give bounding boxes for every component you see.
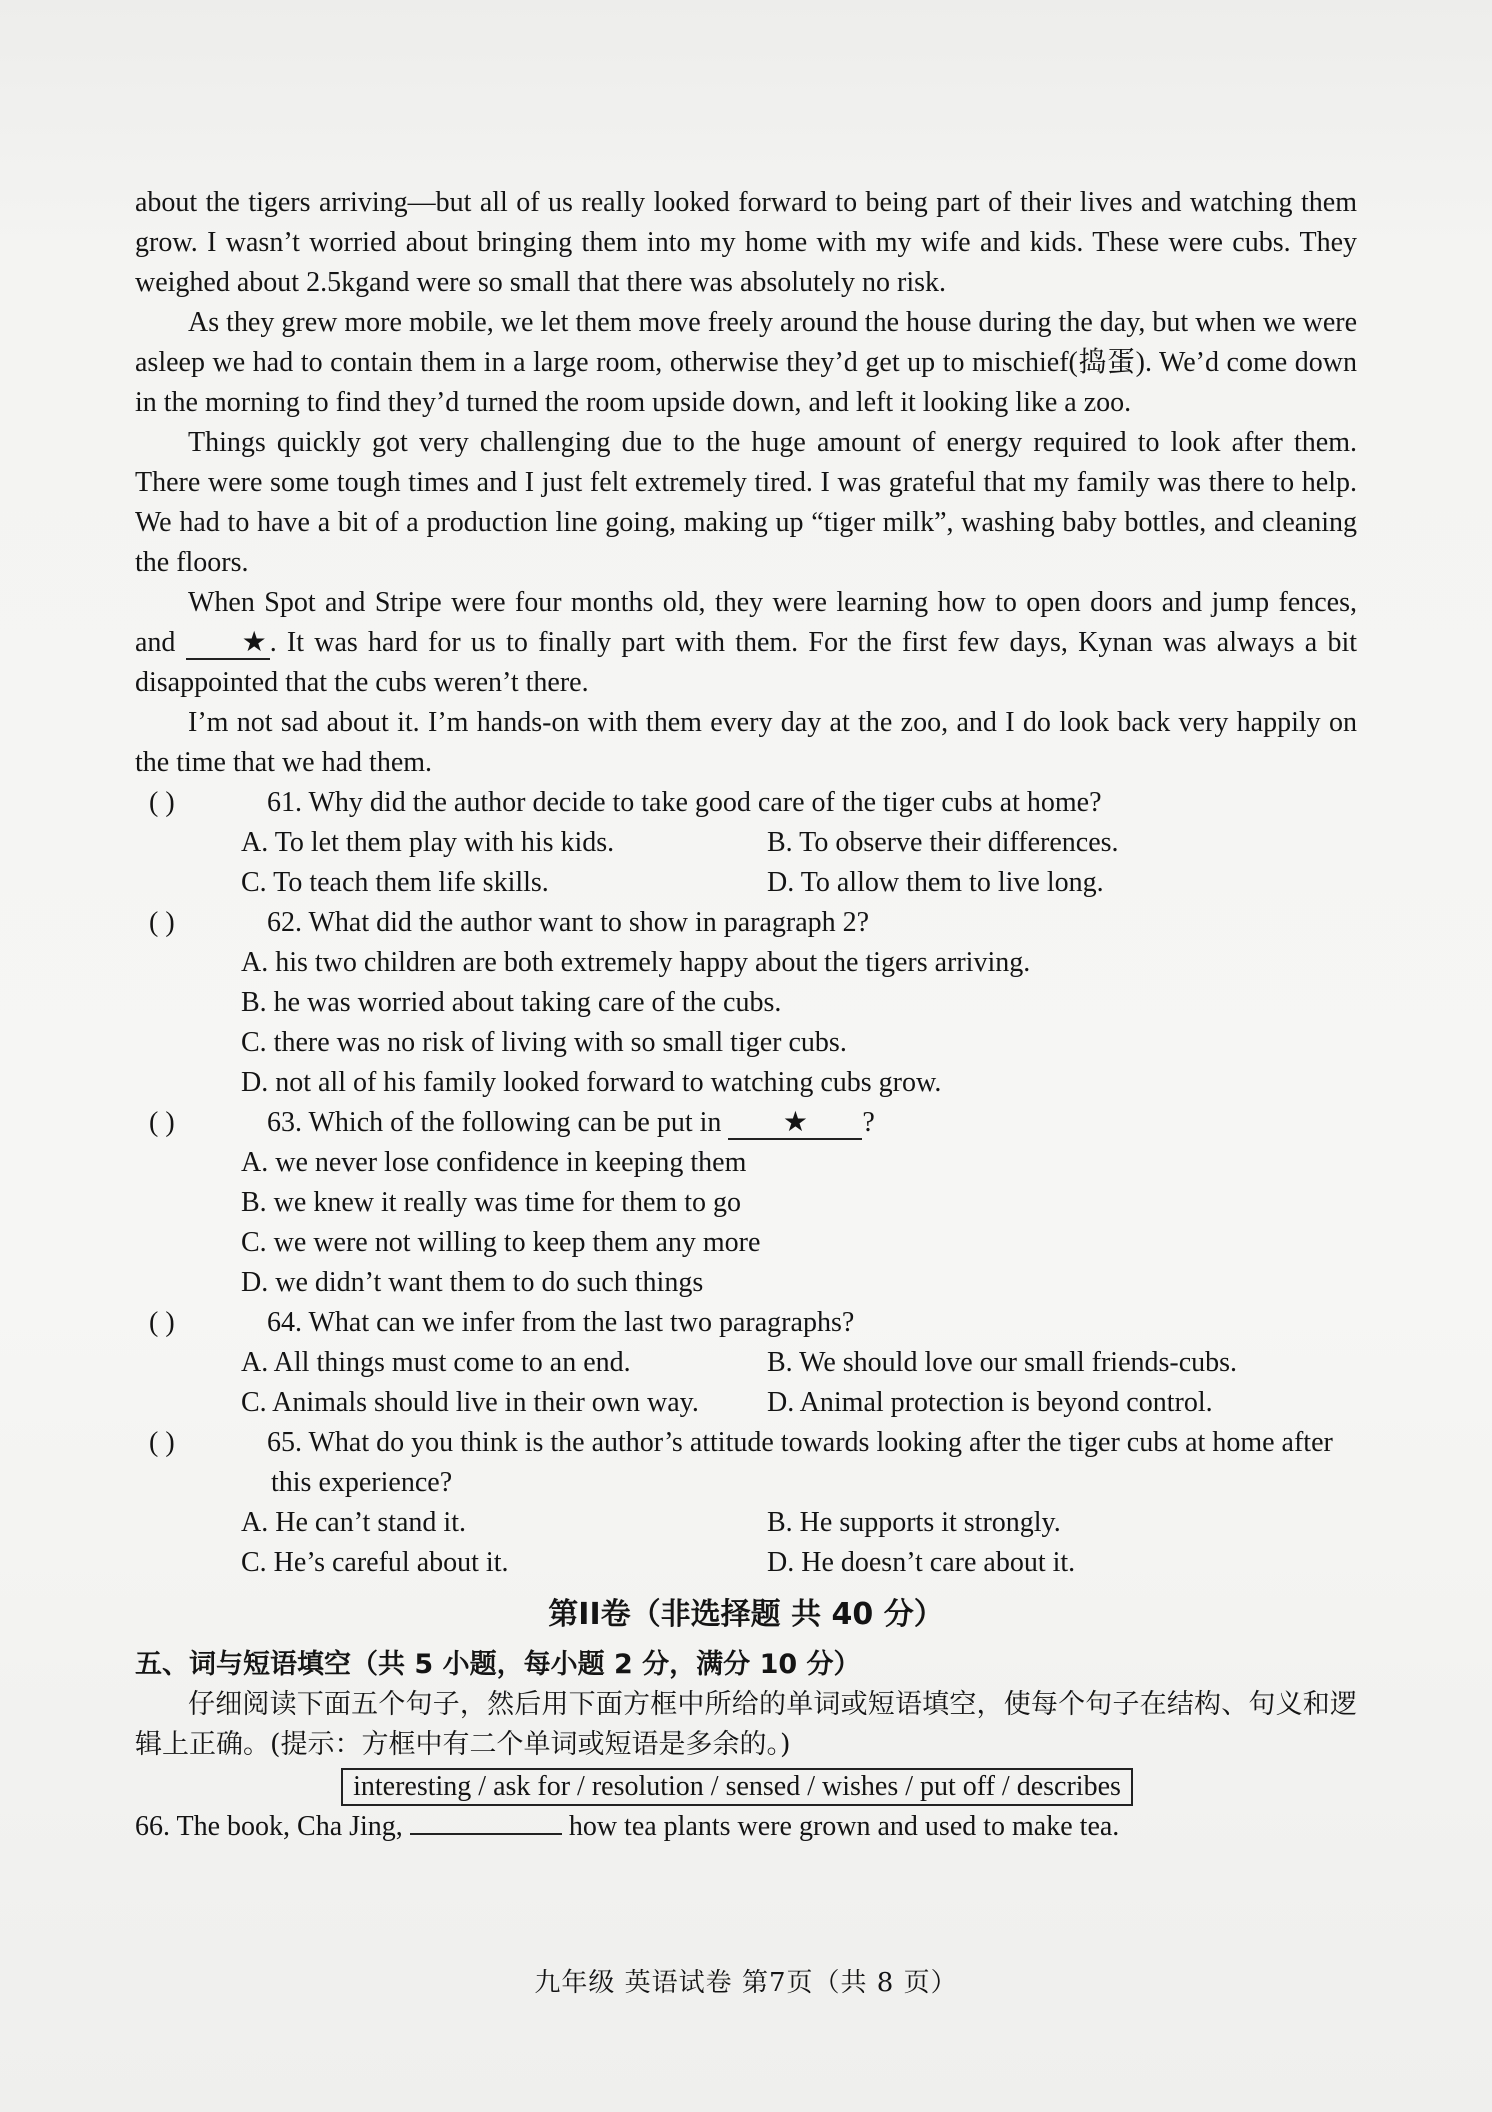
answer-paren[interactable]: ( ) <box>149 787 175 818</box>
star-blank <box>186 628 270 660</box>
star-blank <box>728 1108 862 1140</box>
option-b: B. To observe their differences. <box>767 827 1119 858</box>
question-64 <box>135 1303 1357 1343</box>
answer-paren[interactable]: ( ) <box>149 1107 175 1138</box>
answer-paren[interactable]: ( ) <box>149 1307 175 1338</box>
question-text: 64. What can we infer from the last two paragraphs? <box>267 1307 855 1338</box>
question-text: 61. Why did the author decide to take good care of the tiger cubs at home? <box>267 787 1102 818</box>
option-b: B. He supports it strongly. <box>767 1507 1061 1538</box>
option-a: A. we never lose confidence in keeping them <box>241 1147 747 1178</box>
answer-paren[interactable]: ( ) <box>149 1427 175 1458</box>
question-65 <box>135 1423 1357 1463</box>
option-c: C. Animals should live in their own way. <box>241 1387 699 1418</box>
page-content <box>135 183 1357 1847</box>
question-text: 65. What do you think is the author’s attitude towards looking after the tiger cubs at home after <box>267 1427 1333 1458</box>
option-c: C. To teach them life skills. <box>241 867 549 898</box>
option-c: C. we were not willing to keep them any more <box>241 1227 761 1258</box>
answer-blank-66[interactable] <box>410 1833 562 1835</box>
option-a: A. All things must come to an end. <box>241 1347 631 1378</box>
word-box: interesting / ask for / resolution / sensed / wishes / put off / describes <box>341 1768 1133 1806</box>
section-title: 第II卷（非选择题 共 40 分） <box>548 1597 944 1632</box>
paragraph-4-end: . It was hard for us to finally part with them. For the first few days, Kynan was always a bit disappointed that the cubs weren’t there. <box>135 627 1358 698</box>
passage-paragraph-4 <box>135 583 1357 703</box>
option-c: C. He’s careful about it. <box>241 1547 509 1578</box>
word-box-wrap <box>135 1767 1357 1807</box>
passage-paragraph-1: about the tigers arriving—but all of us really looked forward to being part of their lives and watching them grow. I wasn’t worried about bringing them into my home with my wife and kids. These were cubs. They weighed about 2.5kgand were so small that there was absolutely no risk. <box>135 187 1357 298</box>
question-61-options <box>135 823 1357 903</box>
answer-paren[interactable]: ( ) <box>149 907 175 938</box>
question-64-options <box>135 1343 1357 1423</box>
question-66-end: how tea plants were grown and used to make tea. <box>568 1811 1120 1842</box>
option-d: D. Animal protection is beyond control. <box>767 1387 1213 1418</box>
star-icon: ★ <box>782 1107 808 1138</box>
option-d: D. we didn’t want them to do such things <box>241 1267 704 1298</box>
passage-paragraph-2: As they grew more mobile, we let them move freely around the house during the day, but when we were asleep we had to contain them in a large room, otherwise they’d get up to mischief(捣蛋). We’d come down in the morning to find they’d turned the room upside down, and left it looking like a zoo. <box>135 307 1357 418</box>
option-c: C. there was no risk of living with so small tiger cubs. <box>241 1027 847 1058</box>
option-a: A. He can’t stand it. <box>241 1507 466 1538</box>
option-b: B. we knew it really was time for them to go <box>241 1187 741 1218</box>
option-a: A. his two children are both extremely happy about the tigers arriving. <box>241 947 1031 978</box>
question-63-options <box>135 1143 1357 1303</box>
question-text-continued: this experience? <box>271 1467 453 1498</box>
question-text: 62. What did the author want to show in paragraph 2? <box>267 907 870 938</box>
passage-paragraph-5: I’m not sad about it. I’m hands-on with them every day at the zoo, and I do look back very happily on the time that we had them. <box>135 707 1357 778</box>
option-a: A. To let them play with his kids. <box>241 827 615 858</box>
question-66 <box>135 1807 1357 1847</box>
option-d: D. not all of his family looked forward to watching cubs grow. <box>241 1067 942 1098</box>
question-62-options <box>135 943 1357 1103</box>
question-mark: ? <box>862 1107 875 1138</box>
question-66-start: 66. The book, Cha Jing, <box>135 1811 403 1842</box>
part-5-instructions: 仔细阅读下面五个句子，然后用下面方框中所给的单词或短语填空，使每个句子在结构、句义和逻辑上正确。(提示：方框中有二个单词或短语是多余的。) <box>135 1689 1357 1760</box>
option-d: D. To allow them to live long. <box>767 867 1104 898</box>
part-5-heading: 五、词与短语填空（共 5 小题，每小题 2 分，满分 10 分） <box>135 1649 861 1680</box>
page-footer: 九年级 英语试卷 第7页（共 8 页） <box>534 1968 958 1998</box>
question-63 <box>135 1103 1357 1143</box>
question-61 <box>135 783 1357 823</box>
paragraph-4-start: When Spot and Stripe were four months old, they were learning how to open doors and jump fences, and <box>135 587 1357 658</box>
question-62 <box>135 903 1357 943</box>
question-65-options <box>135 1503 1357 1583</box>
option-b: B. We should love our small friends-cubs. <box>767 1347 1238 1378</box>
option-d: D. He doesn’t care about it. <box>767 1547 1076 1578</box>
star-icon: ★ <box>241 627 267 658</box>
option-b: B. he was worried about taking care of the cubs. <box>241 987 782 1018</box>
passage-paragraph-3: Things quickly got very challenging due to the huge amount of energy required to look after them. There were some tough times and I just felt extremely tired. I was grateful that my family was there to help. We had to have a bit of a production line going, making up “tiger milk”, washing baby bottles, and cleaning the floors. <box>135 427 1357 578</box>
question-text: 63. Which of the following can be put in <box>267 1107 722 1138</box>
